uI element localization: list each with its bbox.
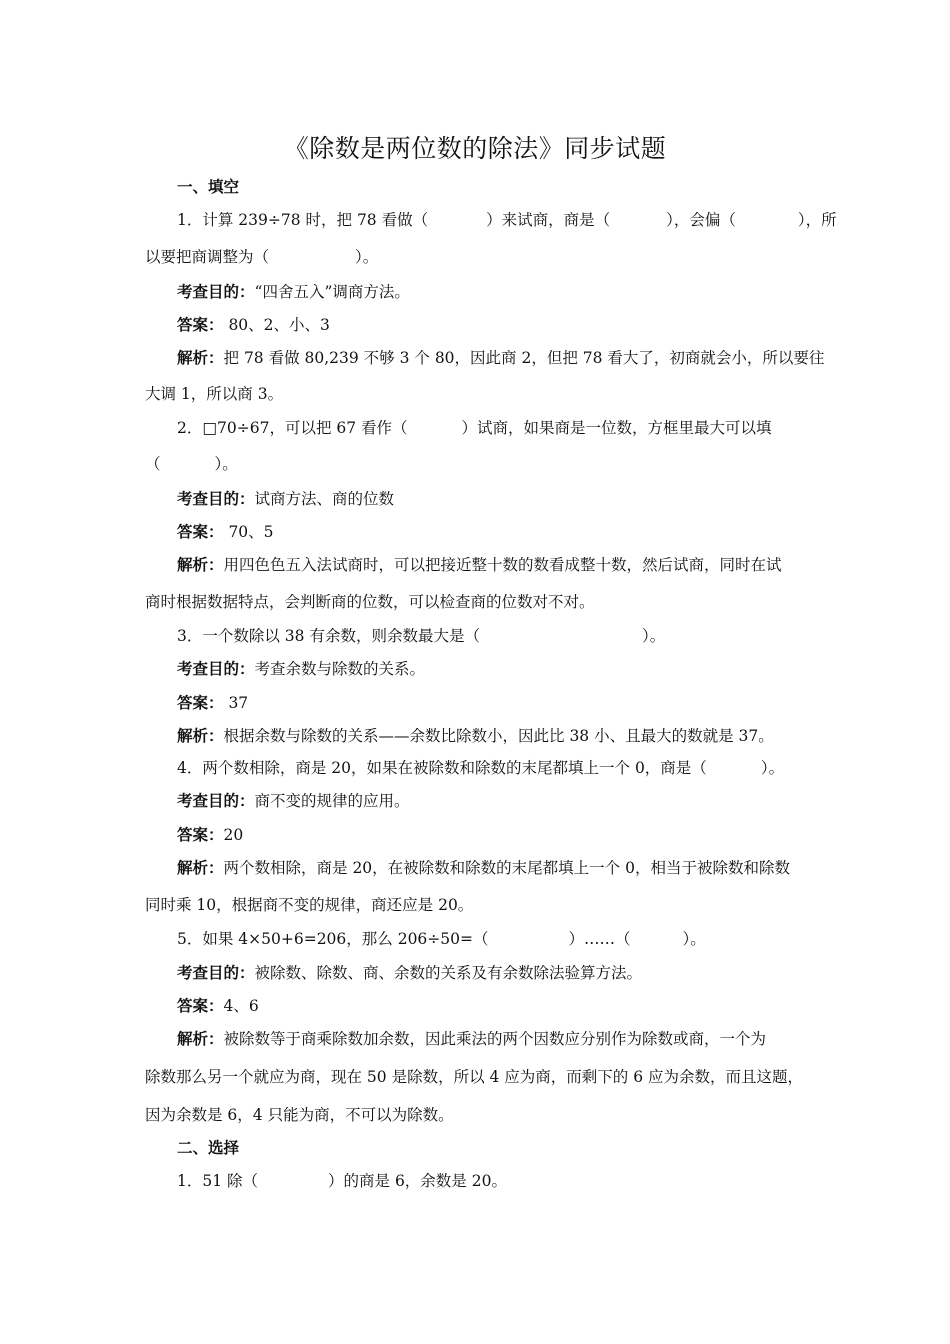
q1-purpose-text: “四舍五入”调商方法。 (254, 283, 410, 301)
answer-label: 答案： (177, 694, 224, 712)
choice-1-line-1 (177, 1170, 810, 1192)
question-4-line-1 (177, 757, 810, 779)
q1-text-d: ），所 (797, 211, 837, 229)
q4-analysis-line-1 (177, 857, 810, 879)
analysis-label: 解析： (177, 1030, 224, 1048)
q4-answer-text: 20 (223, 826, 244, 844)
purpose-label: 考查目的： (177, 660, 255, 678)
purpose-label: 考查目的： (177, 490, 255, 508)
answer-label: 答案： (177, 997, 224, 1015)
q5-analysis-line-1 (177, 1028, 810, 1050)
q3-analysis-text-1: 根据余数与除数的关系——余数比除数小，因此比 38 小、且最大的数就是 37。 (223, 727, 774, 745)
q1-answer-text: 80、2、小、3 (223, 316, 330, 334)
q2-text-a: 2．□70÷67，可以把 67 看作（ (177, 419, 408, 437)
q4-purpose (177, 790, 810, 812)
q5-analysis-line-2: 除数那么另一个就应为商，现在 50 是除数，所以 4 应为商，而剩下的 6 应为余数，而且这题， (145, 1068, 804, 1086)
purpose-label: 考查目的： (177, 792, 255, 810)
q3-purpose (177, 658, 810, 680)
analysis-label: 解析： (177, 556, 224, 574)
q1-text-e: 以要把商调整为（ (145, 248, 270, 266)
q5-text-b: ）……（ (568, 930, 631, 948)
answer-label: 答案： (177, 523, 224, 541)
q2-analysis-text-1: 用四色色五入法试商时，可以把接近整十数的数看成整十数，然后试商，同时在试 (223, 556, 782, 574)
c1-text-b: ）的商是 6，余数是 20。 (328, 1172, 507, 1190)
q2-text-c: （ (145, 455, 161, 473)
question-2-line-2 (145, 453, 810, 475)
q5-purpose-text: 被除数、除数、商、余数的关系及有余数除法验算方法。 (254, 964, 643, 982)
q3-purpose-text: 考查余数与除数的关系。 (254, 660, 426, 678)
q5-answer (177, 995, 810, 1017)
q1-analysis-text-1: 把 78 看做 80,239 不够 3 个 80，因此商 2，但把 78 看大了，初商就会小，所以要往 (223, 349, 825, 367)
purpose-label: 考查目的： (177, 283, 255, 301)
q4-analysis-text-1: 两个数相除，商是 20，在被除数和除数的末尾都填上一个 0，相当于被除数和除数 (223, 859, 790, 877)
q3-text-a: 3．一个数除以 38 有余数，则余数最大是（ (177, 627, 480, 645)
q5-text-a: 5．如果 4×50+6=206，那么 206÷50=（ (177, 930, 489, 948)
q1-purpose (177, 281, 810, 303)
q1-answer (177, 314, 810, 336)
section-heading-choice: 二、选择 (177, 1139, 240, 1157)
question-1-line-2 (145, 246, 810, 268)
q5-analysis-text-1: 被除数等于商乘除数加余数，因此乘法的两个因数应分别作为除数或商，一个为 (223, 1030, 767, 1048)
q1-text-f: ）。 (355, 248, 379, 266)
c1-text-a: 1．51 除（ (177, 1172, 259, 1190)
question-1-line-1 (177, 209, 837, 231)
q2-answer-text: 70、5 (223, 523, 274, 541)
q2-answer (177, 521, 810, 543)
question-2-line-1 (177, 417, 810, 439)
q4-purpose-text: 商不变的规律的应用。 (254, 792, 410, 810)
page-title: 《除数是两位数的除法》同步试题 (283, 134, 667, 163)
q3-answer-text: 37 (223, 694, 249, 712)
q4-text-a: 4．两个数相除，商是 20，如果在被除数和除数的末尾都填上一个 0，商是（ (177, 759, 707, 777)
q2-text-d: ）。 (214, 455, 238, 473)
question-3-line-1 (177, 625, 810, 647)
q2-analysis-line-1 (177, 554, 810, 576)
section-heading-fill-blank: 一、填空 (177, 178, 240, 196)
answer-label: 答案： (177, 826, 224, 844)
question-5-line-1 (177, 928, 810, 950)
q3-answer (177, 692, 810, 714)
q2-analysis-line-2: 商时根据数据特点，会判断商的位数，可以检查商的位数对不对。 (145, 593, 595, 611)
purpose-label: 考查目的： (177, 964, 255, 982)
q3-text-b: ）。 (641, 627, 666, 645)
q1-analysis-line-1 (177, 347, 825, 369)
q2-purpose-text: 试商方法、商的位数 (254, 490, 395, 508)
q5-answer-text: 4、6 (223, 997, 259, 1015)
q2-purpose (177, 488, 810, 510)
q3-analysis-line-1 (177, 725, 810, 747)
answer-label: 答案： (177, 316, 224, 334)
q4-text-b: ）。 (760, 759, 785, 777)
q4-answer (177, 824, 810, 846)
q5-analysis-line-3: 因为余数是 6，4 只能为商，不可以为除数。 (145, 1106, 454, 1124)
q5-purpose (177, 962, 810, 984)
analysis-label: 解析： (177, 859, 224, 877)
q2-text-b: ）试商，如果商是一位数，方框里最大可以填 (461, 419, 772, 437)
analysis-label: 解析： (177, 727, 224, 745)
q1-analysis-line-2: 大调 1，所以商 3。 (145, 385, 284, 403)
q5-text-c: ）。 (682, 930, 706, 948)
q4-analysis-line-2: 同时乘 10，根据商不变的规律，商还应是 20。 (145, 896, 474, 914)
analysis-label: 解析： (177, 349, 224, 367)
q1-text-a: 1．计算 239÷78 时，把 78 看做（ (177, 211, 429, 229)
q1-text-b: ）来试商，商是（ (486, 211, 611, 229)
q1-text-c: ），会偏（ (666, 211, 736, 229)
